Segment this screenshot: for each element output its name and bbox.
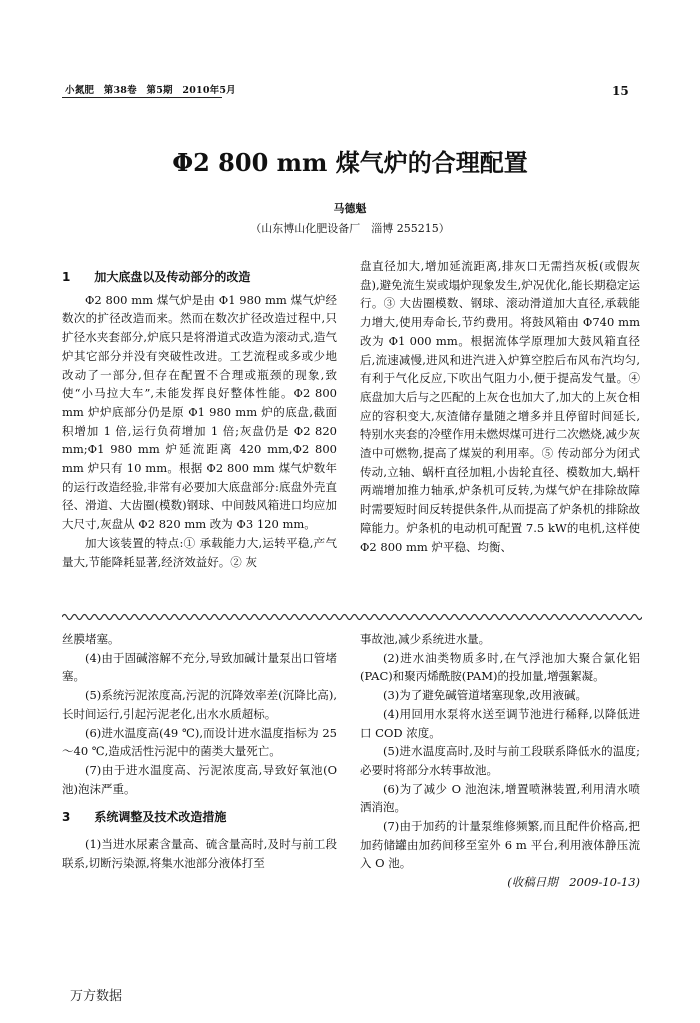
column-1 [62, 268, 337, 571]
author: 马德魁 [333, 202, 367, 215]
paragraph: (3)为了避免碱管道堵塞现象,改用液碱。 [383, 688, 587, 703]
paragraph: (6)为了减少 O 池泡沫,增置喷淋装置,利用清水喷洒消泡。 [360, 781, 640, 815]
header-rule [62, 97, 222, 98]
paragraph: 丝膜堵塞。 [62, 632, 120, 646]
paragraph: (4)由于固碱溶解不充分,导致加碱计量泵出口管堵塞。 [62, 650, 337, 684]
paragraph: Φ2 800 mm 煤气炉是由 Φ1 980 mm 煤气炉经数次的扩径改造而来。然而在数次扩径改造过程中,只扩径水夹套部分,炉底只是将滑道式改造为滚动式,造气炉其它部分并没有突破性改进。工艺流程或多或少地改动了一部分,但存在配置不合理或瓶颈的现象,致使“小马拉大车”,未能发挥良好整体性能。Φ2 800 mm 炉炉底部分仍是原 Φ1 980 mm 炉的底盘,截面积增加 1 倍,运行负荷增加 1 倍;灰盘仍是 Φ2 820 mm;Φ1 980 mm 炉延流距离 420 mm,Φ2 800 mm 炉只有 10 mm。根据 Φ2 800 mm 煤气炉数年的运行改造经验,非常有必要加大底盘部分:底盘外壳直径、滑道、大齿圈(模数)钢球、中间鼓风箱进口均应加大尺寸,灰盘从 Φ2 820 mm 改为 Φ3 120 mm。 [62, 292, 337, 532]
paragraph: 盘直径加大,增加延流距离,排灰口无需挡灰板(或假灰盘),避免流生炭或塌炉现象发生,炉况优化,能长期稳定运行。③ 大齿圈模数、钢球、滚动滑道加大直径,承载能力增大,使用寿命长,节约费用。将鼓风箱由 Φ740 mm 改为 Φ1 000 mm。根据流体学原理加大鼓风箱直径后,流速减慢,进风和进汽进入炉算空腔后布风布汽均匀,有利于气化反应,下吹出气阻力小,便于提高发气量。④ 底盘加大后与之匹配的上灰仓也加大了,加大的上灰仓相应的容积变大,灰渣储存量随之增多并且停留时间延长,特别水夹套的冷壁作用未燃烬煤可进行二次燃烧,减少灰渣中可燃物,提高了煤炭的利用率。⑤ 传动部分为闭式传动,立轴、蜗杆直径加粗,小齿轮直径、模数加大,蜗杆两端增加推力轴承,炉条机可反转,为煤气炉在排除故障时需要短时间反转提供条件,从而提高了炉条机的排除故障能力。炉条机的电动机可配置 7.5 kW的电机,这样使 Φ2 800 mm 炉平稳、均衡、 [360, 259, 640, 554]
received-date: (收稿日期 2009-10-13) [507, 875, 640, 890]
column-3 [62, 630, 337, 872]
page-number: 15 [612, 84, 629, 98]
article-title: Φ2 800 mm 煤气炉的合理配置 [172, 148, 528, 177]
wavy-divider [62, 612, 642, 622]
watermark-text: 万方数据 [70, 989, 123, 1004]
column-2 [360, 257, 640, 556]
paragraph: (7)由于进水温度高、污泥浓度高,导致好氧池(O 池)泡沫严重。 [62, 762, 337, 796]
section-1-heading: 1 加大底盘以及传动部分的改造 [62, 270, 251, 284]
column-4 [360, 630, 640, 892]
paragraph: 事故池,减少系统进水量。 [360, 632, 491, 646]
section-3-heading: 3 系统调整及技术改造措施 [62, 810, 227, 825]
paragraph: (5)进水温度高时,及时与前工段联系降低水的温度;必要时将部分水转事故池。 [360, 744, 640, 777]
paragraph: (1)当进水尿素含量高、硫含量高时,及时与前工段联系,切断污染源,将集水池部分液体打至 [62, 837, 337, 870]
journal-header: 小氮肥 第38卷 第5期 2010年5月 [65, 85, 236, 96]
paragraph: 加大该装置的特点:① 承载能力大,运转平稳,产气量大,节能降耗显著,经济效益好。② 灰 [62, 535, 337, 569]
paragraph: (6)进水温度高(49 ℃),而设计进水温度指标为 25～40 ℃,造成活性污泥中的菌类大量死亡。 [62, 725, 337, 759]
paragraph: (2)进水油类物质多时,在气浮池加大聚合氯化铝(PAC)和聚丙烯酰胺(PAM)的投加量,增强絮凝。 [360, 650, 640, 684]
affiliation: （山东博山化肥设备厂 淄博 255215） [250, 222, 450, 235]
paragraph: (4)用回用水泵将水送至调节池进行稀释,以降低进口 COD 浓度。 [360, 706, 640, 740]
paragraph: (5)系统污泥浓度高,污泥的沉降效率差(沉降比高),长时间运行,引起污泥老化,出水水质超标。 [62, 688, 337, 721]
paragraph: (7)由于加药的计量泵维修频繁,而且配件价格高,把加药储罐由加药间移至室外 6 m 平台,利用液体静压流入 O 池。 [360, 819, 640, 871]
